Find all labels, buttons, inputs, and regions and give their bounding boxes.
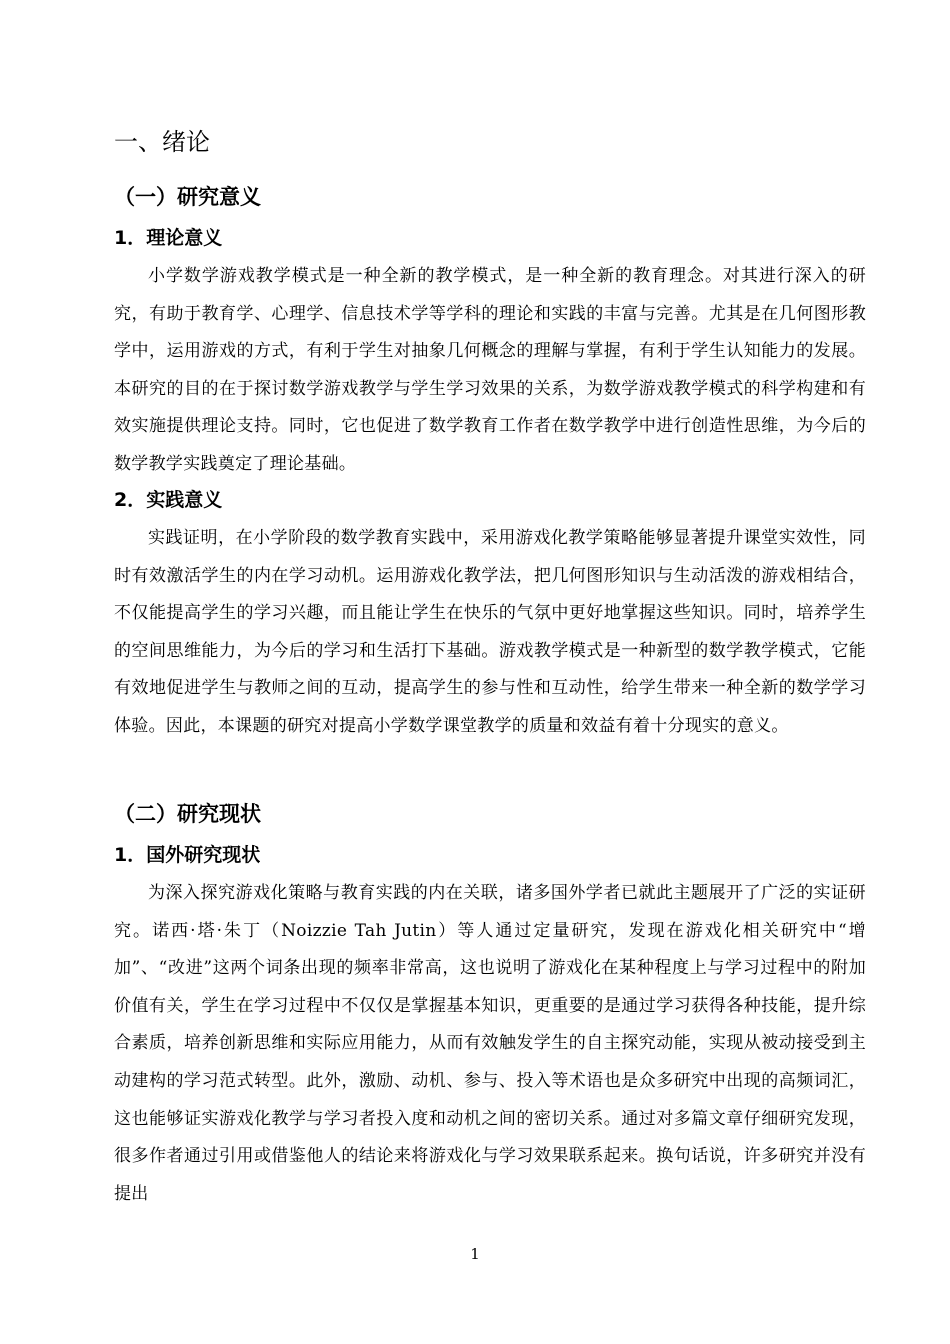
page-number: 1 bbox=[470, 1245, 480, 1263]
subsection-heading-foreign-research: 1．国外研究现状 bbox=[114, 844, 261, 866]
paragraph-practical-significance: 实践证明，在小学阶段的数学教育实践中，采用游戏化教学策略能够显著提升课堂实效性，同时有效激活学生的内在学习动机。运用游戏化教学法，把几何图形知识与生动活泼的游戏相结合，不仅能提高学生的学习兴趣，而且能让学生在快乐的气氛中更好地掌握这些知识。同时，培养学生的空间思维能力，为今后的学习和生活打下基础。游戏教学模式是一种新型的数学教学模式，它能有效地促进学生与教师之间的互动，提高学生的参与性和互动性，给学生带来一种全新的数学学习体验。因此，本课题的研究对提高小学数学课堂教学的质量和效益有着十分现实的意义。 bbox=[114, 528, 866, 736]
chapter-heading: 一、绪论 bbox=[114, 128, 210, 156]
subsection-heading-practical-significance: 2．实践意义 bbox=[114, 489, 223, 511]
section-heading-research-significance: （一）研究意义 bbox=[114, 185, 261, 209]
subsection-heading-theoretical-significance: 1．理论意义 bbox=[114, 227, 223, 249]
paragraph-theoretical-significance: 小学数学游戏教学模式是一种全新的教学模式，是一种全新的教育理念。对其进行深入的研究，有助于教育学、心理学、信息技术学等学科的理论和实践的丰富与完善。尤其是在几何图形教学中，运用游戏的方式，有利于学生对抽象几何概念的理解与掌握，有利于学生认知能力的发展。本研究的目的在于探讨数学游戏教学与学生学习效果的关系，为数学游戏教学模式的科学构建和有效实施提供理论支持。同时，它也促进了数学教育工作者在数学教学中进行创造性思维，为今后的数学教学实践奠定了理论基础。 bbox=[114, 266, 866, 474]
paragraph-foreign-research: 为深入探究游戏化策略与教育实践的内在关联，诸多国外学者已就此主题展开了广泛的实证研究。诺西·塔·朱丁（Noizzie Tah Jutin）等人通过定量研究，发现在游戏化相关研究中“增加”、“改进”这两个词条出现的频率非常高，这也说明了游戏化在某种程度上与学习过程中的附加价值有关，学生在学习过程中不仅仅是掌握基本知识，更重要的是通过学习获得各种技能，提升综合素质，培养创新思维和实际应用能力，从而有效触发学生的自主探究动能，实现从被动接受到主动建构的学习范式转型。此外，激励、动机、参与、投入等术语也是众多研究中出现的高频词汇，这也能够证实游戏化教学与学习者投入度和动机之间的密切关系。通过对多篇文章仔细研究发现，很多作者通过引用或借鉴他人的结论来将游戏化与学习效果联系起来。换句话说，许多研究并没有提出 bbox=[114, 883, 866, 1204]
section-heading-research-status: （二）研究现状 bbox=[114, 802, 261, 826]
